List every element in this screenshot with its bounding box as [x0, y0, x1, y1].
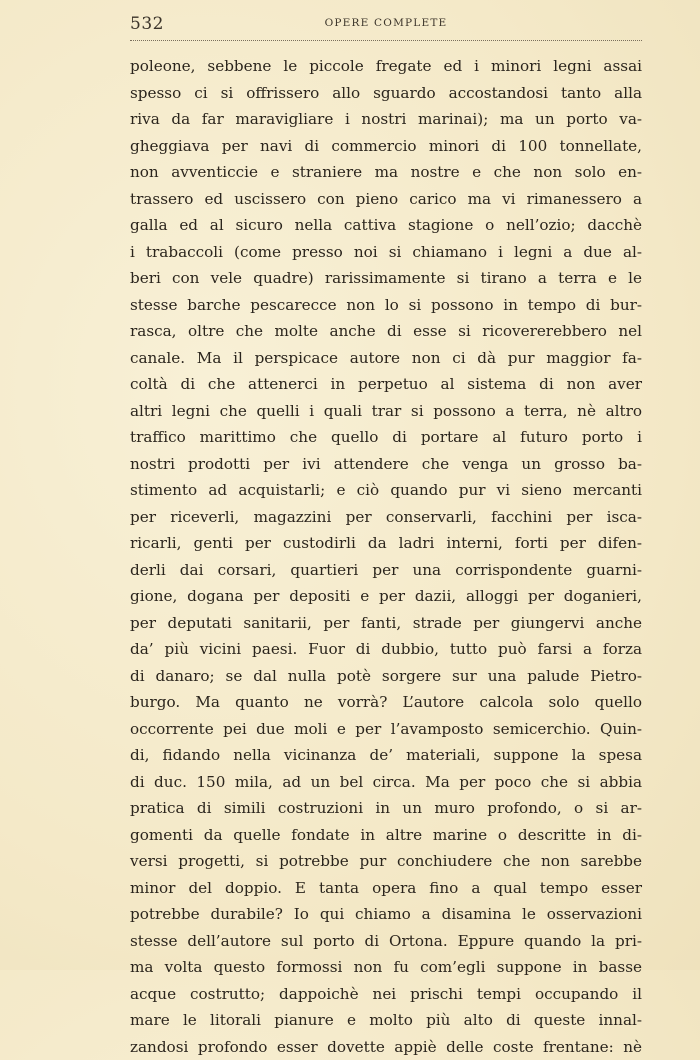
text-line: versi progetti, si potrebbe pur conchiudere che non sarebbe — [130, 848, 642, 875]
text-line: stesse dell’autore sul porto di Ortona. Eppure quando la pri- — [130, 928, 642, 955]
text-line: gomenti da quelle fondate in altre marine o descritte in di- — [130, 822, 642, 849]
text-line: ricarli, genti per custodirli da ladri interni, forti per difen- — [130, 530, 642, 557]
text-line: beri con vele quadre) rarissimamente si tirano a terra e le — [130, 265, 642, 292]
text-line: stimento ad acquistarli; e ciò quando pur vi sieno mercanti — [130, 477, 642, 504]
body-text — [130, 53, 642, 1060]
text-line: potrebbe durabile? Io qui chiamo a disamina le osservazioni — [130, 901, 642, 928]
text-line: rasca, oltre che molte anche di esse si ricovererebbero nel — [130, 318, 642, 345]
text-line: stesse barche pescarecce non lo si possono in tempo di bur- — [130, 292, 642, 319]
text-line: canale. Ma il perspicace autore non ci dà pur maggior fa- — [130, 345, 642, 372]
text-line: pratica di simili costruzioni in un muro profondo, o si ar- — [130, 795, 642, 822]
text-line: gheggiava per navi di commercio minori di 100 tonnellate, — [130, 133, 642, 160]
text-line: ma volta questo formossi non fu com’egli suppone in basse — [130, 954, 642, 981]
text-line: da’ più vicini paesi. Fuor di dubbio, tutto può farsi a forza — [130, 636, 642, 663]
running-head — [130, 12, 642, 41]
text-line: spesso ci si offrissero allo sguardo accostandosi tanto alla — [130, 80, 642, 107]
text-line: di, fidando nella vicinanza de’ materiali, suppone la spesa — [130, 742, 642, 769]
text-line: per deputati sanitarii, per fanti, strade per giungervi anche — [130, 610, 642, 637]
text-line: galla ed al sicuro nella cattiva stagione o nell’ozio; dacchè — [130, 212, 642, 239]
running-title: OPERE COMPLETE — [130, 17, 642, 29]
text-line: di duc. 150 mila, ad un bel circa. Ma per poco che si abbia — [130, 769, 642, 796]
text-line: derli dai corsari, quartieri per una corrispondente guarni- — [130, 557, 642, 584]
text-line: poleone, sebbene le piccole fregate ed i minori legni assai — [130, 53, 642, 80]
text-line: burgo. Ma quanto ne vorrà? L’autore calcola solo quello — [130, 689, 642, 716]
text-line: occorrente pei due moli e per l’avamposto semicerchio. Quin- — [130, 716, 642, 743]
text-line: zandosi profondo esser dovette appiè delle coste frentane: nè — [130, 1034, 642, 1060]
text-line: traffico marittimo che quello di portare al futuro porto i — [130, 424, 642, 451]
text-line: acque costrutto; dappoichè nei prischi tempi occupando il — [130, 981, 642, 1008]
text-line: coltà di che attenerci in perpetuo al sistema di non aver — [130, 371, 642, 398]
text-line: i trabaccoli (come presso noi si chiamano i legni a due al- — [130, 239, 642, 266]
text-line: gione, dogana per depositi e per dazii, alloggi per doganieri, — [130, 583, 642, 610]
text-line: riva da far maravigliare i nostri marinai); ma un porto va- — [130, 106, 642, 133]
text-line: altri legni che quelli i quali trar si possono a terra, nè altro — [130, 398, 642, 425]
text-line: trassero ed uscissero con pieno carico ma vi rimanessero a — [130, 186, 642, 213]
text-line: per riceverli, magazzini per conservarli, facchini per isca- — [130, 504, 642, 531]
text-line: non avventiccie e straniere ma nostre e che non solo en- — [130, 159, 642, 186]
page-number: 532 — [130, 14, 164, 34]
text-line: di danaro; se dal nulla potè sorgere sur una palude Pietro- — [130, 663, 642, 690]
text-line: nostri prodotti per ivi attendere che venga un grosso ba- — [130, 451, 642, 478]
text-line: mare le litorali pianure e molto più alto di queste innal- — [130, 1007, 642, 1034]
text-line: minor del doppio. E tanta opera fino a qual tempo esser — [130, 875, 642, 902]
